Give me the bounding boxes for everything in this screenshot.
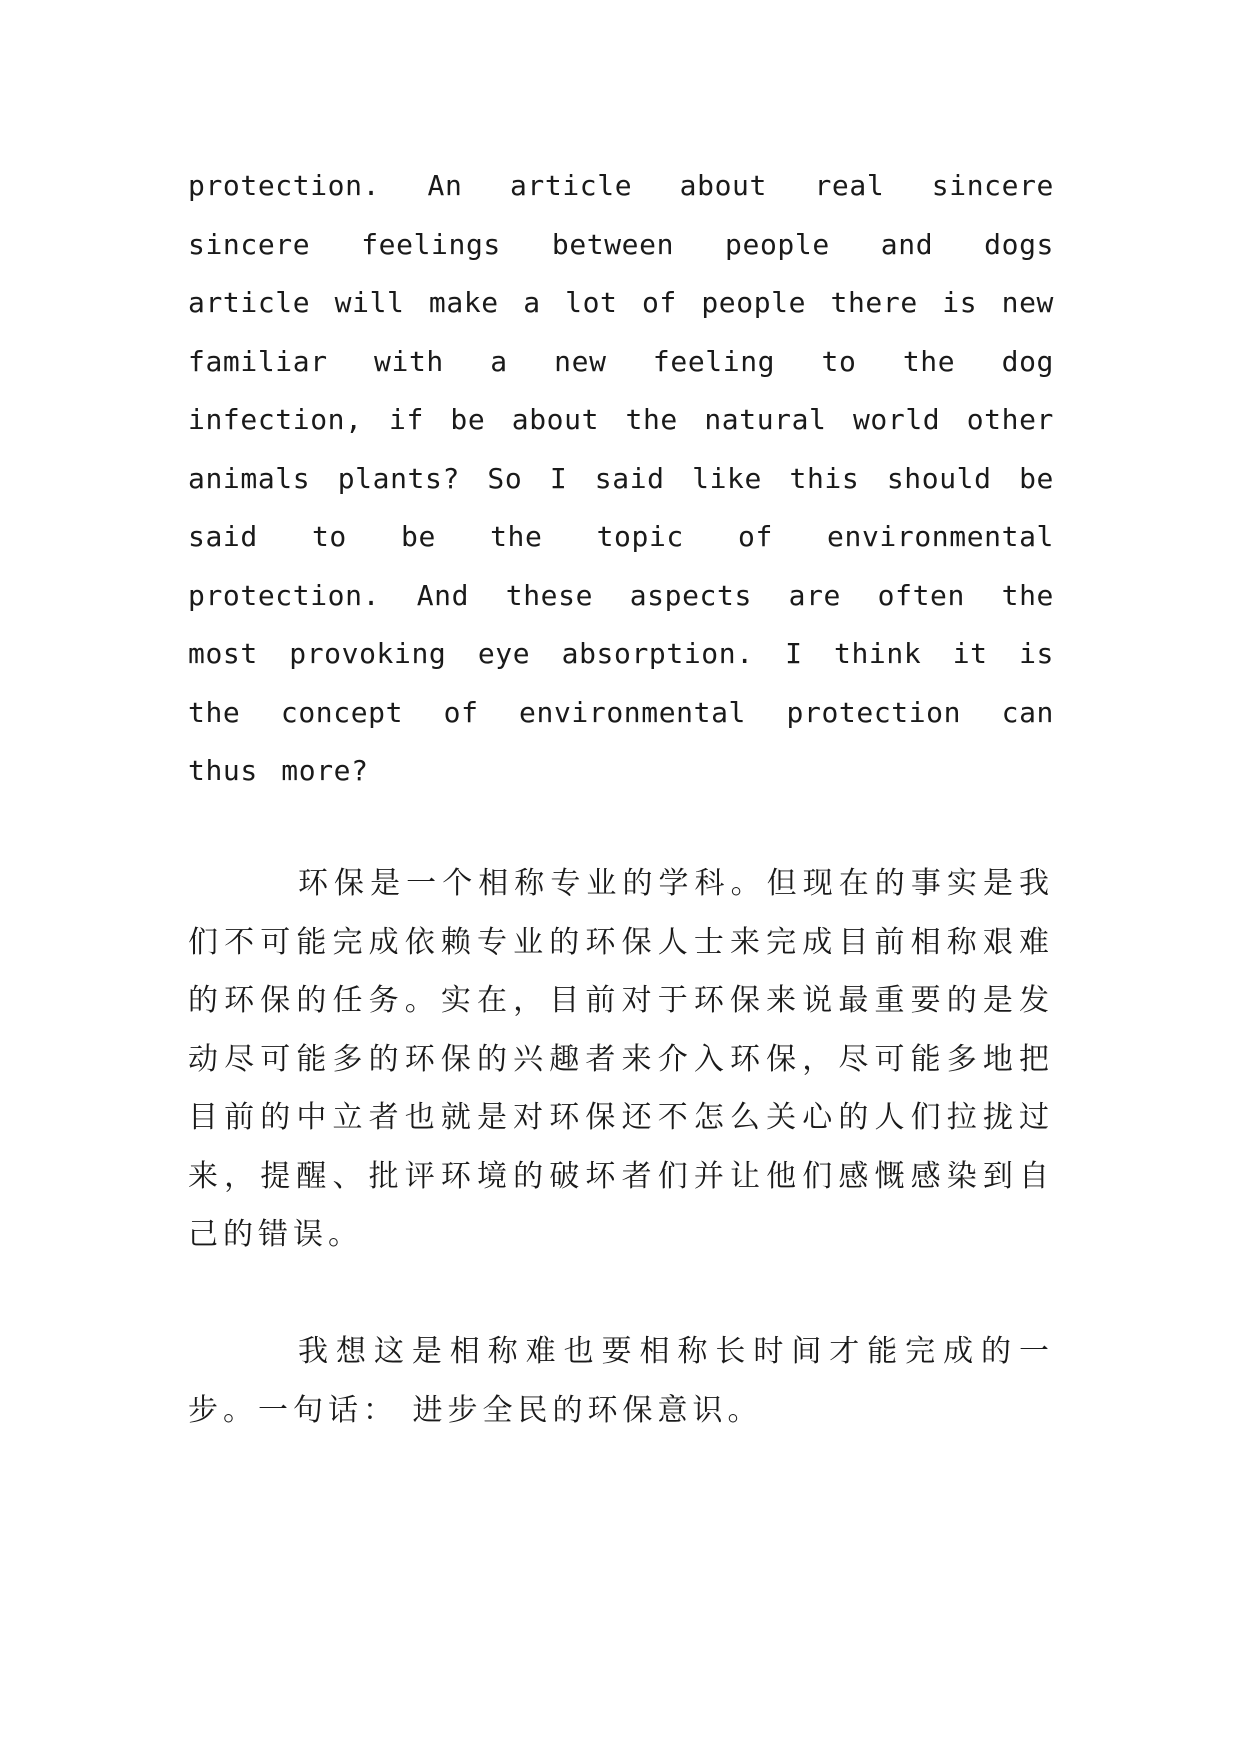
chinese-paragraph-1: 环保是一个相称专业的学科。但现在的事实是我们不可能完成依赖专业的环保人士来完成目前相称艰难的环保的任务。实在，目前对于环保来说最重要的是发动尽可能多的环保的兴趣者来介入环保，尽可能多地把目前的中立者也就是对环保还不怎么关心的人们拉拢过来，提醒、批评环境的破坏者们并让他们感慨感染到自己的错误。 bbox=[188, 866, 1054, 1252]
english-paragraph: protection. An article about real sincere sincere feelings between people and dogs article will make a lot of people there is new familiar with a new feeling to the dog infection, if be about the natural world other animals plants? So I said like this should be said to be the topic of environmental protection. And these aspects are often the most provoking eye absorption. I think it is the concept of environmental protection can thus more? bbox=[188, 169, 1054, 787]
chinese-paragraph-2: 我想这是相称难也要相称长时间才能完成的一步。一句话： 进步全民的环保意识。 bbox=[188, 1334, 1054, 1428]
